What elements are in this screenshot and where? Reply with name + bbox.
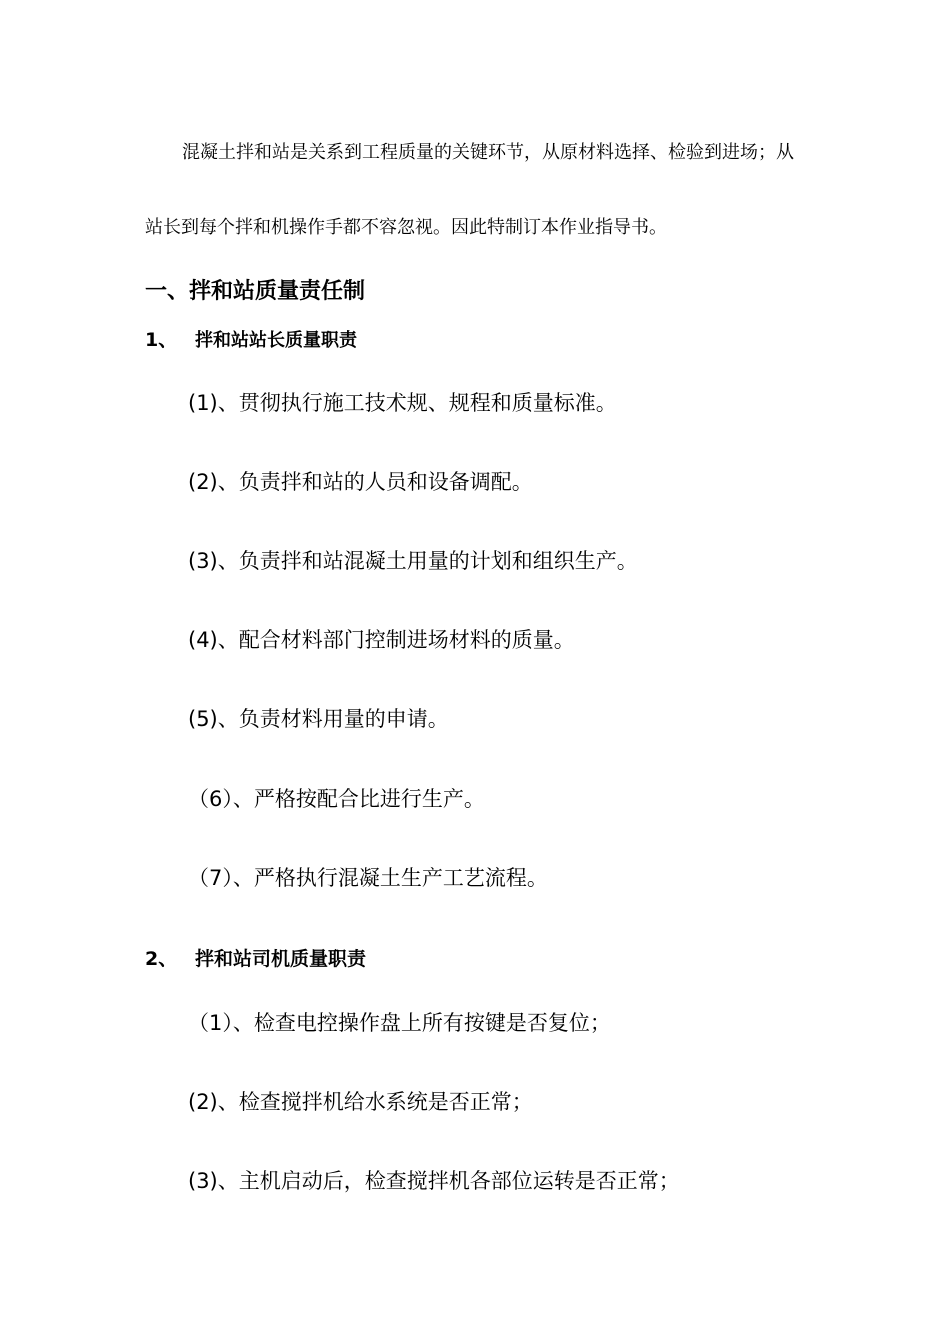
section-heading: 一、拌和站质量责任制 (145, 279, 366, 304)
list-item: (3)、主机启动后，检查搅拌机各部位运转是否正常； (188, 1169, 680, 1193)
subsection-title: 拌和站站长质量职责 (195, 330, 357, 351)
intro-paragraph-line-1: 混凝土拌和站是关系到工程质量的关键环节，从原材料选择、检验到进场；从 (182, 142, 794, 163)
intro-paragraph-line-2: 站长到每个拌和机操作手都不容忽视。因此特制订本作业指导书。 (145, 217, 667, 238)
subsection-number: 1、 (145, 329, 178, 351)
list-item: (2)、负责拌和站的人员和设备调配。 (188, 470, 533, 494)
list-item: (2)、检查搅拌机给水系统是否正常； (188, 1090, 533, 1114)
list-item: (4)、配合材料部门控制进场材料的质量。 (188, 628, 575, 652)
list-item: (3)、负责拌和站混凝土用量的计划和组织生产。 (188, 549, 638, 573)
subsection-heading-2 (145, 944, 366, 971)
subsection-number: 2、 (145, 948, 178, 970)
subsection-heading-1 (145, 325, 357, 352)
list-item: (1)、贯彻执行施工技术规、规程和质量标准。 (188, 391, 617, 415)
list-item: （7）、严格执行混凝土生产工艺流程。 (188, 866, 548, 890)
subsection-title: 拌和站司机质量职责 (195, 948, 367, 970)
list-item: （6）、严格按配合比进行生产。 (188, 787, 485, 811)
list-item: (5)、负责材料用量的申请。 (188, 707, 449, 731)
list-item: （1）、检查电控操作盘上所有按键是否复位； (188, 1011, 611, 1035)
